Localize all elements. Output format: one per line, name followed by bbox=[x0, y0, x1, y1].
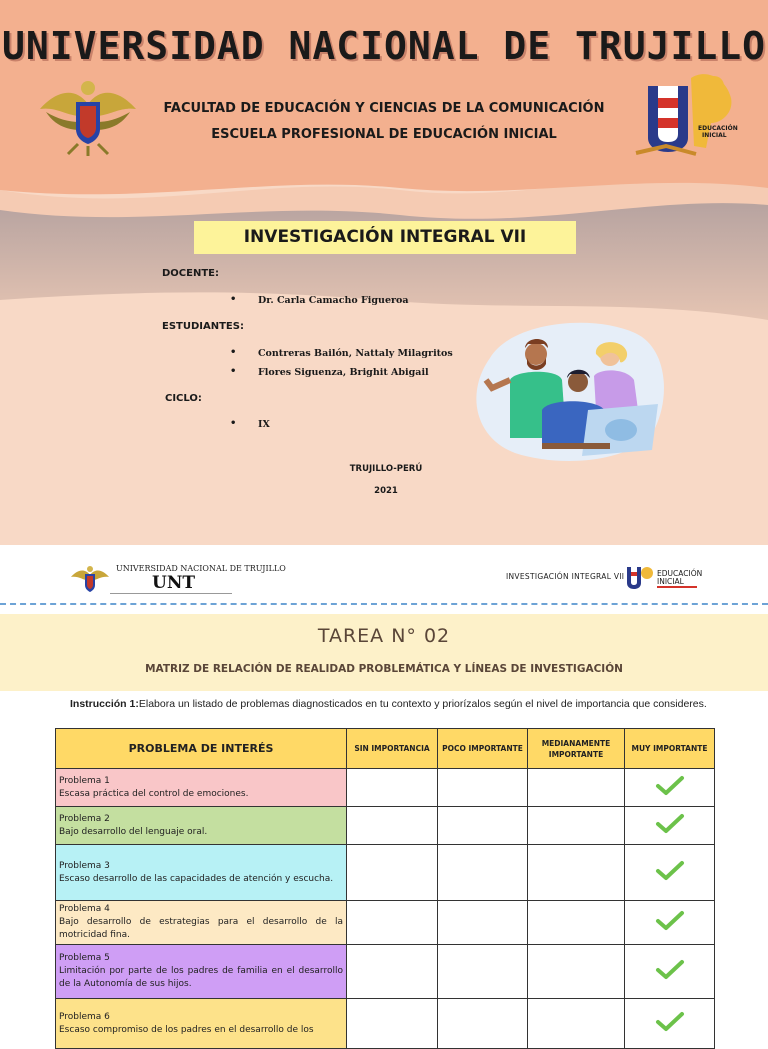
docente-name: • Dr. Carla Camacho Figueroa bbox=[258, 295, 408, 306]
rating-cell bbox=[625, 901, 715, 945]
ciclo-value: • IX bbox=[258, 419, 270, 430]
ciclo-label: CICLO: bbox=[165, 393, 202, 404]
problem-label: Problema 4 bbox=[59, 904, 110, 914]
rating-cell bbox=[438, 807, 528, 845]
students-laptop-illustration bbox=[470, 318, 670, 466]
student-name: • Flores Siguenza, Brighit Abigail bbox=[258, 367, 429, 378]
student-name: • Contreras Bailón, Nattaly Milagritos bbox=[258, 348, 453, 359]
rating-cell bbox=[625, 845, 715, 901]
rating-cell bbox=[528, 999, 625, 1049]
logo-text-educacion: EDUCACIÓN bbox=[657, 569, 703, 578]
faculty-name: FACULTAD DE EDUCACIÓN Y CIENCIAS DE LA COMUNICACIÓN bbox=[163, 101, 605, 116]
rating-cell bbox=[625, 807, 715, 845]
instruction-label: Instrucción 1: bbox=[70, 698, 139, 710]
problem-label: Problema 2 bbox=[59, 813, 110, 824]
problem-text: Limitación por parte de los padres de familia en el desarrollo de la Autonomía de sus hijos. bbox=[59, 966, 343, 989]
header-sin-importancia: SIN IMPORTANCIA bbox=[347, 729, 438, 769]
rating-cell bbox=[438, 945, 528, 999]
badge-text-educacion: EDUCACIÓN bbox=[698, 125, 738, 132]
table-row bbox=[56, 807, 715, 845]
problem-cell bbox=[56, 769, 347, 807]
checkmark-icon bbox=[655, 860, 685, 882]
logo-text-inicial: INICIAL bbox=[657, 577, 684, 586]
rating-cell bbox=[528, 769, 625, 807]
problem-label: Problema 3 bbox=[59, 860, 110, 871]
estudiantes-label: ESTUDIANTES: bbox=[162, 321, 244, 332]
task-subtitle: MATRIZ DE RELACIÓN DE REALIDAD PROBLEMÁTICA Y LÍNEAS DE INVESTIGACIÓN bbox=[145, 663, 623, 675]
rating-cell bbox=[438, 845, 528, 901]
checkmark-icon bbox=[655, 1011, 685, 1033]
rating-cell bbox=[528, 807, 625, 845]
header-course-name: INVESTIGACIÓN INTEGRAL VII bbox=[506, 572, 625, 581]
rating-cell bbox=[347, 945, 438, 999]
problem-priority-table bbox=[55, 728, 715, 1049]
school-name: ESCUELA PROFESIONAL DE EDUCACIÓN INICIAL bbox=[211, 127, 557, 142]
problem-label: Problema 6 bbox=[59, 1011, 110, 1022]
badge-text-inicial: INICIAL bbox=[702, 132, 727, 139]
year-text: 2021 bbox=[374, 486, 398, 496]
problem-text: Escaso compromiso de los padres en el desarrollo de los bbox=[59, 1024, 314, 1035]
table-row bbox=[56, 845, 715, 901]
task-title: TAREA N° 02 bbox=[317, 625, 451, 647]
instruction-text: Elabora un listado de problemas diagnosticados en tu contexto y priorízalos según el nivel de importancia que consideres. bbox=[138, 698, 707, 710]
task-title-band bbox=[0, 614, 768, 691]
rating-cell bbox=[528, 845, 625, 901]
task-page bbox=[0, 545, 768, 1035]
checkmark-icon bbox=[655, 775, 685, 797]
rating-cell bbox=[347, 845, 438, 901]
course-title: INVESTIGACIÓN INTEGRAL VII bbox=[194, 221, 576, 254]
table-row bbox=[56, 901, 715, 945]
problem-label: Problema 1 bbox=[59, 775, 110, 786]
header-medianamente-importante: MEDIANAMENTE IMPORTANTE bbox=[528, 729, 625, 769]
table-row bbox=[56, 999, 715, 1049]
city-text: TRUJILLO-PERÚ bbox=[349, 464, 423, 474]
rating-cell bbox=[528, 945, 625, 999]
checkmark-icon bbox=[655, 910, 685, 932]
header-problema: PROBLEMA DE INTERÉS bbox=[56, 729, 347, 769]
rating-cell bbox=[347, 901, 438, 945]
header-poco-importante: POCO IMPORTANTE bbox=[438, 729, 528, 769]
rating-cell bbox=[347, 769, 438, 807]
table-row bbox=[56, 945, 715, 999]
docente-label: DOCENTE: bbox=[162, 268, 219, 279]
rating-cell bbox=[625, 769, 715, 807]
problem-cell bbox=[56, 845, 347, 901]
rating-cell bbox=[347, 999, 438, 1049]
rating-cell bbox=[438, 999, 528, 1049]
rating-cell bbox=[528, 901, 625, 945]
problem-cell bbox=[56, 945, 347, 999]
problem-cell bbox=[56, 807, 347, 845]
table-row bbox=[56, 769, 715, 807]
university-title: UNIVERSIDAD NACIONAL DE TRUJILLO bbox=[1, 24, 767, 68]
rating-cell bbox=[625, 999, 715, 1049]
rating-cell bbox=[625, 945, 715, 999]
header-divider bbox=[0, 603, 768, 605]
problem-text: Bajo desarrollo del lenguaje oral. bbox=[59, 826, 208, 837]
unt-eagle-crest-logo bbox=[38, 74, 138, 156]
educacion-inicial-mascot-logo bbox=[636, 68, 736, 158]
header-underline bbox=[110, 593, 232, 594]
problem-label: Problema 5 bbox=[59, 953, 110, 963]
university-small-name: UNIVERSIDAD NACIONAL DE TRUJILLO bbox=[116, 564, 286, 573]
problem-cell bbox=[56, 901, 347, 945]
instruction bbox=[70, 698, 707, 710]
rating-cell bbox=[347, 807, 438, 845]
unt-eagle-crest-small-logo bbox=[70, 563, 110, 597]
problem-cell bbox=[56, 999, 347, 1049]
problem-text: Escasa práctica del control de emociones. bbox=[59, 788, 249, 799]
rating-cell bbox=[438, 901, 528, 945]
educacion-inicial-small-logo bbox=[625, 563, 703, 591]
checkmark-icon bbox=[655, 813, 685, 835]
university-acronym: UNT bbox=[152, 573, 196, 593]
problem-text: Bajo desarrollo de estrategias para el desarrollo de la motricidad fina. bbox=[59, 917, 343, 940]
checkmark-icon bbox=[655, 959, 685, 981]
header-muy-importante: MUY IMPORTANTE bbox=[625, 729, 715, 769]
rating-cell bbox=[438, 769, 528, 807]
problem-text: Escaso desarrollo de las capacidades de atención y escucha. bbox=[59, 873, 334, 884]
